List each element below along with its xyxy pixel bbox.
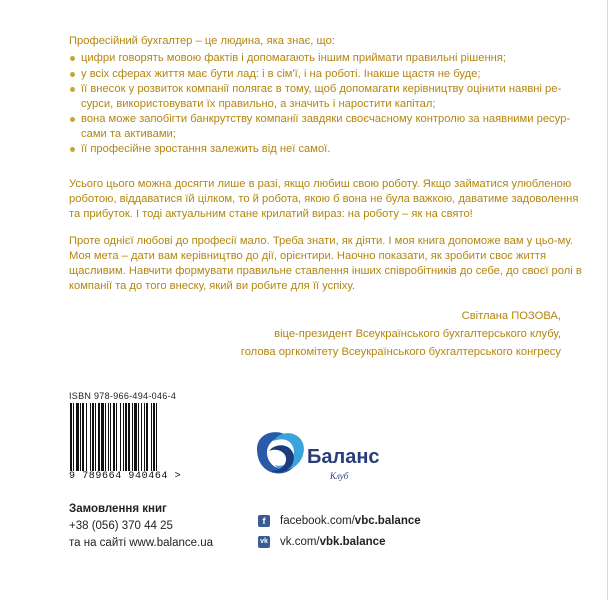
barcode-bar [128,403,130,471]
logo-name: Баланс [307,446,380,468]
barcode-bar [120,403,121,471]
isbn-text: ISBN 978-966-494-046-4 [69,391,177,401]
barcode-bar [156,403,157,471]
paragraph-book-goal: Проте однієї любові до професії мало. Треба знати, як діяти. І моя книга допоможе вам у цьо-му. Моя мета – дати вам керівництво до дії, орієнтири. Наочно показати, як зробити своє життя щасливим. Навчити формувати правильне ставлення інших співробітників до себе, до своєї ролі в компанії та до того внеску, який ви робите для її успіху. [69,235,582,292]
barcode-bar [153,403,155,471]
barcode-bar [101,403,104,471]
vk-link[interactable] [258,531,421,552]
order-phone: +38 (056) 370 44 25 [69,520,173,532]
order-heading: Замовлення книг [69,503,167,515]
barcode-bar [70,403,72,471]
bullet-item: її внесок у розвиток компанії полягає в тому, щоб допомагати керівництву оцінити наявні ре-сурси, використовувати їх правильно, а значить і наростити капітал; [69,82,589,111]
barcode-bar [146,403,148,471]
order-info [69,501,213,552]
barcode-bar [144,403,145,471]
facebook-link[interactable] [258,510,421,531]
author-title-1: віце-президент Всеукраїнського бухгалтерського клубу, [274,328,561,340]
barcode-bar [92,403,94,471]
barcode-bar [138,403,139,471]
vk-icon: vk [258,536,270,548]
logo-subtitle: Клуб [330,471,349,481]
barcode-bar [116,403,117,471]
barcode-bar [90,403,91,471]
barcode-bar [132,403,133,471]
facebook-handle: vbc.balance [354,514,421,527]
author-name: Світлана ПОЗОВА, [461,310,561,322]
vk-prefix: vk.com/ [280,535,320,548]
barcode-bar [98,403,100,471]
barcode-bar [86,403,87,471]
vk-handle: vbk.balance [319,535,386,548]
barcode-bar [151,403,152,471]
paragraph-love-of-work: Усього цього можна досягти лише в разі, якщо любиш свою роботу. Якщо займатися улюбленою роботою, віддаватися їй цілком, то й робота, якою б вона не була важкою, даватиме задоволення та прибуток. І тоді актуальним стане крилатий вираз: на роботу – як на свято! [69,178,579,220]
barcode-bar [82,403,84,471]
barcode-bar [80,403,81,471]
page-edge [607,0,608,600]
bullet-item: цифри говорять мовою фактів і допомагають іншим приймати правильні рішення; [69,51,589,66]
barcode-digits: 9 789664 940464 > [69,471,201,482]
order-site: та на сайті www.balance.ua [69,537,214,549]
barcode-bar [113,403,115,471]
bullet-item: вона може запобігти банкрутству компанії завдяки своєчасному контролю за наявними ресур-сами та активами; [69,112,589,141]
barcode-bar [105,403,106,471]
social-links [258,510,421,552]
barcode-bar [73,403,74,471]
bullet-item: її професійне зростання залежить від неї самої. [69,142,589,157]
barcode-bar [141,403,142,471]
bullet-item: у всіх сферах життя має бути лад: і в сім'ї, і на роботі. Інакше щастя не буде; [69,67,589,82]
barcode-bar [134,403,137,471]
bullet-list [69,51,589,158]
intro-text: Професійний бухгалтер – це людина, яка знає, що: [69,35,335,47]
author-title-2: голова оргкомітету Всеукраїнського бухгалтерського конгресу [240,346,561,358]
author-signature [181,307,561,361]
facebook-prefix: facebook.com/ [280,514,355,527]
barcode-bar [108,403,109,471]
barcode-bar [110,403,111,471]
barcode-bar [125,403,127,471]
barcode-bar [123,403,124,471]
facebook-icon: f [258,515,270,527]
barcode-bar [76,403,79,471]
barcode-bar [95,403,96,471]
